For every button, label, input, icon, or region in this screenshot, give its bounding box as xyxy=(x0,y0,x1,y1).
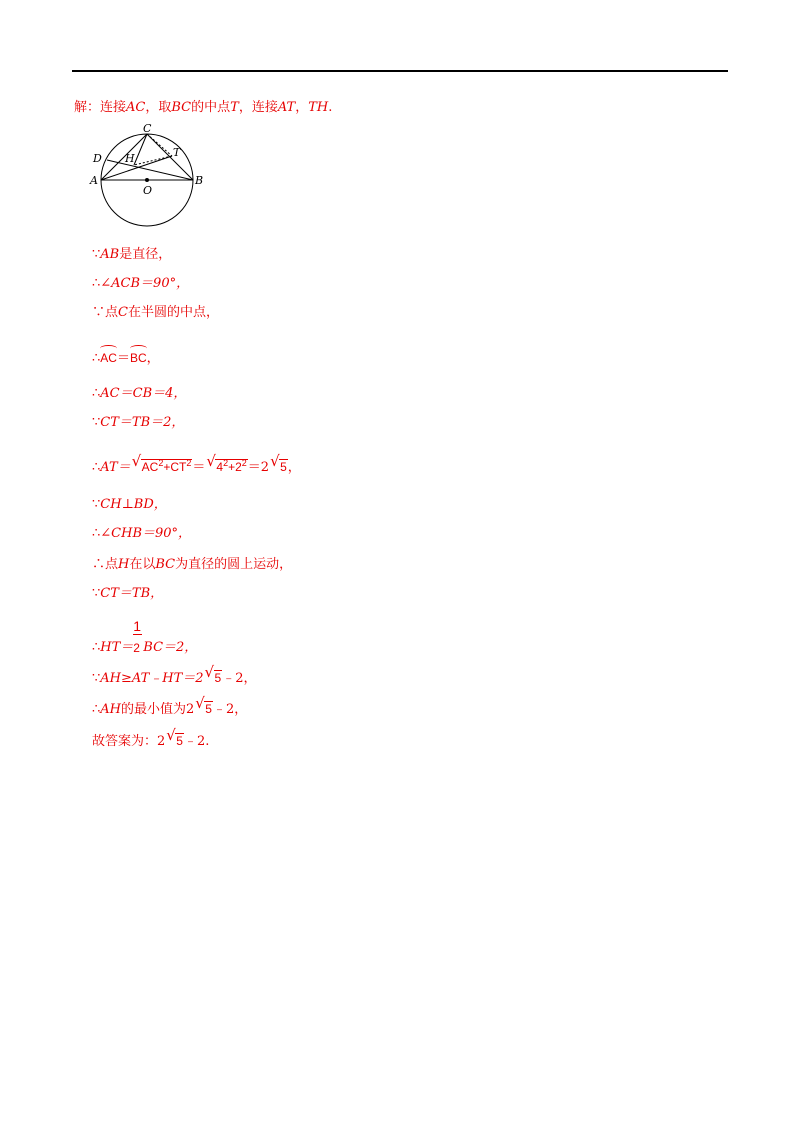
sqrt-5-d: √ 5 xyxy=(166,726,183,748)
final-answer: 故答案为：2 √ 5﹣2. xyxy=(92,726,210,749)
arc-ac: AC xyxy=(100,347,117,366)
label-h: H xyxy=(125,152,135,165)
step-3: ∵点C在半圆的中点， xyxy=(92,305,219,320)
segment-ac xyxy=(101,134,147,180)
center-dot xyxy=(145,178,149,182)
segment-th-dashed xyxy=(134,156,172,165)
label-b: B xyxy=(195,174,204,187)
solution-intro: 解：连接AC，取BC的中点T，连接AT，TH. xyxy=(74,100,333,115)
step-11: ∵CT＝TB， xyxy=(92,586,164,601)
step-6: ∵CT＝TB＝2， xyxy=(92,415,185,430)
sqrt-5: √ 5 xyxy=(270,452,287,474)
step-14: ∴AH的最小值为2 √ 5﹣2， xyxy=(92,694,248,717)
sqrt-5-b: √ 5 xyxy=(204,663,222,685)
circle-figure xyxy=(88,120,208,230)
step-2: ∴∠ACB＝90°， xyxy=(92,276,190,291)
sqrt-4-2: √ $4^2+2^2$ xyxy=(206,452,247,474)
label-d: D xyxy=(93,152,102,165)
step-7: ∴AT＝ √ $AC^2+CT^2=$ √ $4^2+2^2=2$ √ 5， xyxy=(92,452,301,475)
sqrt-ac-ct: √ $AC^2+CT^2$ xyxy=(131,452,192,474)
label-c: C xyxy=(143,122,152,135)
step-12: ∴HT＝ $\frac{1}{2}BC=2$， xyxy=(92,618,198,655)
sqrt-5-c: √ 5 xyxy=(195,694,212,716)
step-8: ∵CH⊥BD， xyxy=(92,497,167,512)
label-a: A xyxy=(90,174,98,187)
header-rule xyxy=(72,70,728,72)
step-1: ∵AB是直径， xyxy=(92,247,172,262)
label-t: T xyxy=(173,146,181,159)
fraction-half: $\frac{1}{2}$ xyxy=(133,618,142,655)
label-o: O xyxy=(143,184,153,197)
step-10: ∴点H在以BC为直径的圆上运动， xyxy=(92,557,293,572)
step-5: ∴AC＝CB＝4， xyxy=(92,386,187,401)
step-13: ∵AH≥AT﹣HT＝2 √ 5﹣2， xyxy=(92,663,257,686)
step-4: ∴AC＝BC， xyxy=(92,347,160,367)
step-9: ∴∠CHB＝90°， xyxy=(92,526,192,541)
segment-ct-dashed xyxy=(147,134,172,156)
arc-bc: BC xyxy=(130,347,147,366)
segment-ch xyxy=(134,134,147,165)
